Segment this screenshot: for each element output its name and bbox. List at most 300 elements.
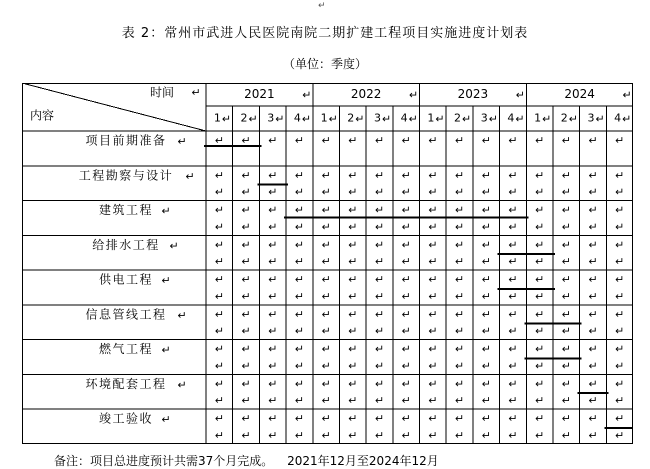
paragraph-mark: ↵ bbox=[428, 307, 438, 321]
paragraph-mark: ↵ bbox=[615, 342, 625, 356]
paragraph-mark: ↵ bbox=[374, 412, 385, 426]
task-name: 环境配套工程 bbox=[85, 376, 167, 391]
paragraph-mark: ↵ bbox=[401, 185, 411, 199]
paragraph-mark: ↵ bbox=[321, 238, 331, 252]
paragraph-mark: ↵ bbox=[615, 255, 625, 269]
paragraph-mark: ↵ bbox=[321, 134, 331, 147]
paragraph-mark: ↵ bbox=[481, 324, 491, 338]
paragraph-mark: ↵ bbox=[241, 377, 251, 391]
paragraph-mark: ↵ bbox=[268, 203, 278, 217]
paragraph-mark: ↵ bbox=[534, 168, 545, 182]
paragraph-mark: ↵ bbox=[561, 342, 571, 356]
paragraph-mark: ↵ bbox=[481, 220, 491, 234]
task-name: 建筑工程 bbox=[98, 203, 154, 218]
paragraph-mark: ↵ bbox=[508, 238, 518, 252]
paragraph-mark: ↵ bbox=[374, 238, 385, 252]
paragraph-mark: ↵ bbox=[294, 273, 305, 287]
paragraph-mark: ↵ bbox=[268, 359, 278, 373]
paragraph-mark: ↵ bbox=[588, 134, 598, 147]
paragraph-mark: ↵ bbox=[294, 220, 305, 234]
paragraph-mark: ↵ bbox=[214, 168, 224, 182]
paragraph-mark: ↵ bbox=[401, 168, 411, 182]
paragraph-mark: ↵ bbox=[481, 429, 491, 442]
paragraph-mark: ↵ bbox=[588, 289, 598, 303]
paragraph-mark: ↵ bbox=[454, 324, 465, 338]
paragraph-mark: ↵ bbox=[294, 377, 305, 391]
paragraph-mark: ↵ bbox=[561, 289, 571, 303]
paragraph-mark: ↵ bbox=[294, 412, 305, 426]
paragraph-mark: ↵ bbox=[595, 112, 605, 126]
unit-label: （单位：季度） bbox=[282, 57, 367, 71]
paragraph-mark: ↵ bbox=[268, 238, 278, 252]
paragraph-mark: ↵ bbox=[374, 342, 385, 356]
year-label-2022: 2022 bbox=[350, 87, 382, 101]
paragraph-mark: ↵ bbox=[321, 377, 331, 391]
quarter-label: 2 bbox=[240, 111, 248, 125]
paragraph-mark: ↵ bbox=[408, 88, 419, 102]
paragraph-mark: ↵ bbox=[321, 273, 331, 287]
paragraph-mark: ↵ bbox=[481, 394, 491, 408]
task-name: 信息管线工程 bbox=[85, 307, 167, 322]
paragraph-mark: ↵ bbox=[214, 377, 224, 391]
paragraph-mark: ↵ bbox=[481, 255, 491, 269]
paragraph-mark: ↵ bbox=[508, 307, 518, 321]
paragraph-mark: ↵ bbox=[214, 255, 224, 269]
paragraph-mark: ↵ bbox=[161, 413, 171, 427]
paragraph-mark: ↵ bbox=[348, 255, 358, 269]
paragraph-mark: ↵ bbox=[534, 394, 545, 408]
paragraph-mark: ↵ bbox=[348, 377, 358, 391]
paragraph-mark: ↵ bbox=[534, 289, 545, 303]
paragraph-mark: ↵ bbox=[321, 220, 331, 234]
paragraph-mark: ↵ bbox=[268, 324, 278, 338]
paragraph-mark: ↵ bbox=[454, 429, 465, 442]
paragraph-mark: ↵ bbox=[275, 112, 285, 126]
paragraph-mark: ↵ bbox=[615, 168, 625, 182]
paragraph-mark: ↵ bbox=[481, 134, 491, 147]
paragraph-mark: ↵ bbox=[561, 307, 571, 321]
task-name: 给排水工程 bbox=[92, 237, 160, 252]
paragraph-mark: ↵ bbox=[454, 412, 465, 426]
paragraph-mark: ↵ bbox=[301, 112, 312, 126]
paragraph-mark: ↵ bbox=[348, 412, 358, 426]
paragraph-mark: ↵ bbox=[588, 168, 598, 182]
paragraph-mark: ↵ bbox=[328, 112, 338, 126]
paragraph-mark: ↵ bbox=[321, 255, 331, 269]
paragraph-mark: ↵ bbox=[268, 273, 278, 287]
paragraph-mark: ↵ bbox=[348, 359, 358, 373]
paragraph-mark: ↵ bbox=[214, 203, 224, 217]
paragraph-mark: ↵ bbox=[321, 307, 331, 321]
paragraph-mark: ↵ bbox=[374, 185, 385, 199]
quarter-label: 1 bbox=[427, 111, 435, 125]
paragraph-mark: ↵ bbox=[428, 168, 438, 182]
paragraph-mark: ↵ bbox=[348, 185, 358, 199]
paragraph-mark: ↵ bbox=[321, 342, 331, 356]
paragraph-mark: ↵ bbox=[454, 289, 465, 303]
paragraph-mark: ↵ bbox=[534, 307, 545, 321]
paragraph-mark: ↵ bbox=[622, 112, 632, 126]
paragraph-mark: ↵ bbox=[294, 342, 305, 356]
paragraph-mark: ↵ bbox=[401, 359, 411, 373]
paragraph-mark: ↵ bbox=[561, 394, 571, 408]
paragraph-mark: ↵ bbox=[241, 359, 251, 373]
paragraph-mark: ↵ bbox=[321, 412, 331, 426]
task-name: 竣工验收 bbox=[98, 411, 154, 426]
paragraph-mark: ↵ bbox=[321, 359, 331, 373]
paragraph-mark: ↵ bbox=[294, 289, 305, 303]
paragraph-mark: ↵ bbox=[401, 255, 411, 269]
quarter-label: 1 bbox=[213, 111, 221, 125]
paragraph-mark: ↵ bbox=[268, 168, 278, 182]
paragraph-mark: ↵ bbox=[401, 429, 411, 442]
paragraph-mark: ↵ bbox=[561, 238, 571, 252]
paragraph-mark: ↵ bbox=[561, 429, 571, 442]
paragraph-mark: ↵ bbox=[241, 203, 251, 217]
paragraph-mark: ↵ bbox=[185, 169, 195, 183]
paragraph-mark: ↵ bbox=[241, 238, 251, 252]
paragraph-mark: ↵ bbox=[401, 289, 411, 303]
paragraph-mark: ↵ bbox=[428, 289, 438, 303]
paragraph-mark: ↵ bbox=[454, 394, 465, 408]
paragraph-mark: ↵ bbox=[615, 185, 625, 199]
paragraph-mark: ↵ bbox=[561, 220, 571, 234]
paragraph-mark: ↵ bbox=[268, 255, 278, 269]
paragraph-mark: ↵ bbox=[454, 255, 465, 269]
paragraph-mark: ↵ bbox=[401, 377, 411, 391]
paragraph-mark: ↵ bbox=[588, 377, 598, 391]
paragraph-mark: ↵ bbox=[348, 289, 358, 303]
paragraph-mark: ↵ bbox=[561, 377, 571, 391]
paragraph-mark: ↵ bbox=[268, 134, 278, 147]
paragraph-mark: ↵ bbox=[169, 239, 179, 253]
paragraph-mark: ↵ bbox=[454, 238, 465, 252]
paragraph-mark: ↵ bbox=[161, 343, 171, 357]
paragraph-mark: ↵ bbox=[481, 342, 491, 356]
paragraph-mark: ↵ bbox=[348, 429, 358, 442]
paragraph-mark: ↵ bbox=[588, 342, 598, 356]
paragraph-mark: ↵ bbox=[534, 255, 545, 269]
paragraph-mark: ↵ bbox=[408, 112, 418, 126]
paragraph-mark: ↵ bbox=[321, 324, 331, 338]
paragraph-mark: ↵ bbox=[268, 429, 278, 442]
paragraph-mark: ↵ bbox=[401, 220, 411, 234]
paragraph-mark: ↵ bbox=[508, 220, 518, 234]
paragraph-mark: ↵ bbox=[534, 134, 545, 147]
paragraph-mark: ↵ bbox=[214, 220, 224, 234]
paragraph-mark: ↵ bbox=[588, 273, 598, 287]
paragraph-mark: ↵ bbox=[588, 324, 598, 338]
paragraph-mark: ↵ bbox=[454, 273, 465, 287]
paragraph-mark: ↵ bbox=[348, 238, 358, 252]
quarter-label: 3 bbox=[373, 111, 381, 125]
paragraph-mark: ↵ bbox=[241, 220, 251, 234]
task-name: 工程勘察与设计 bbox=[78, 168, 174, 183]
paragraph-mark: ↵ bbox=[241, 134, 251, 147]
paragraph-mark: ↵ bbox=[381, 112, 392, 126]
paragraph-mark: ↵ bbox=[241, 342, 251, 356]
task-name: 供电工程 bbox=[98, 272, 154, 287]
paragraph-mark: ↵ bbox=[508, 168, 518, 182]
paragraph-mark: ↵ bbox=[374, 255, 385, 269]
paragraph-mark: ↵ bbox=[588, 220, 598, 234]
paragraph-mark: ↵ bbox=[374, 220, 385, 234]
paragraph-mark: ↵ bbox=[214, 238, 224, 252]
paragraph-mark: ↵ bbox=[481, 238, 491, 252]
paragraph-mark: ↵ bbox=[588, 359, 598, 373]
paragraph-mark: ↵ bbox=[374, 168, 385, 182]
quarter-label: 3 bbox=[587, 111, 595, 125]
paragraph-mark: ↵ bbox=[374, 273, 385, 287]
quarter-label: 4 bbox=[614, 111, 622, 125]
paragraph-mark: ↵ bbox=[622, 88, 632, 102]
quarter-label: 2 bbox=[347, 111, 355, 125]
paragraph-mark: ↵ bbox=[374, 394, 385, 408]
quarter-label: 3 bbox=[480, 111, 488, 125]
paragraph-mark: ↵ bbox=[615, 377, 625, 391]
paragraph-mark: ↵ bbox=[268, 394, 278, 408]
paragraph-mark: ↵ bbox=[481, 307, 491, 321]
paragraph-mark: ↵ bbox=[294, 238, 305, 252]
paragraph-mark: ↵ bbox=[588, 429, 598, 442]
paragraph-mark: ↵ bbox=[534, 238, 545, 252]
paragraph-mark: ↵ bbox=[534, 377, 545, 391]
paragraph-mark: ↵ bbox=[615, 394, 625, 408]
paragraph-mark: ↵ bbox=[615, 324, 625, 338]
quarter-label: 2 bbox=[454, 111, 462, 125]
header-time-label: 时间 bbox=[149, 85, 175, 100]
paragraph-mark: ↵ bbox=[515, 112, 525, 126]
paragraph-mark: ↵ bbox=[428, 377, 438, 391]
paragraph-mark: ↵ bbox=[561, 185, 571, 199]
paragraph-mark: ↵ bbox=[321, 203, 331, 217]
paragraph-mark: ↵ bbox=[268, 412, 278, 426]
paragraph-mark: ↵ bbox=[348, 168, 358, 182]
quarter-label: 2 bbox=[560, 111, 568, 125]
paragraph-mark: ↵ bbox=[508, 134, 518, 147]
paragraph-mark: ↵ bbox=[481, 412, 491, 426]
paragraph-mark: ↵ bbox=[508, 255, 518, 269]
paragraph-mark: ↵ bbox=[481, 359, 491, 373]
paragraph-mark: ↵ bbox=[294, 359, 305, 373]
paragraph-mark: ↵ bbox=[481, 185, 491, 199]
paragraph-mark: ↵ bbox=[302, 88, 312, 102]
paragraph-mark: ↵ bbox=[401, 273, 411, 287]
paragraph-mark: ↵ bbox=[401, 307, 411, 321]
paragraph-mark: ↵ bbox=[428, 342, 438, 356]
paragraph-mark: ↵ bbox=[374, 359, 385, 373]
year-label-2021: 2021 bbox=[244, 87, 275, 101]
paragraph-mark: ↵ bbox=[428, 324, 438, 338]
paragraph-mark: ↵ bbox=[214, 412, 224, 426]
paragraph-mark: ↵ bbox=[374, 429, 385, 442]
paragraph-mark: ↵ bbox=[294, 134, 305, 147]
paragraph-mark: ↵ bbox=[401, 342, 411, 356]
paragraph-mark: ↵ bbox=[534, 324, 545, 338]
paragraph-mark: ↵ bbox=[534, 412, 545, 426]
paragraph-mark: ↵ bbox=[177, 308, 187, 322]
paragraph-mark: ↵ bbox=[268, 307, 278, 321]
paragraph-mark: ↵ bbox=[355, 112, 365, 126]
paragraph-mark: ↵ bbox=[615, 359, 625, 373]
paragraph-mark: ↵ bbox=[428, 412, 438, 426]
paragraph-mark: ↵ bbox=[588, 307, 598, 321]
paragraph-mark: ↵ bbox=[401, 394, 411, 408]
paragraph-mark: ↵ bbox=[508, 412, 518, 426]
paragraph-mark: ↵ bbox=[454, 220, 465, 234]
paragraph-mark: ↵ bbox=[541, 112, 552, 126]
paragraph-mark: ↵ bbox=[241, 185, 251, 199]
paragraph-mark: ↵ bbox=[508, 324, 518, 338]
paragraph-mark: ↵ bbox=[214, 185, 224, 199]
paragraph-mark: ↵ bbox=[508, 342, 518, 356]
paragraph-mark: ↵ bbox=[454, 342, 465, 356]
paragraph-mark: ↵ bbox=[508, 429, 518, 442]
paragraph-mark: ↵ bbox=[401, 134, 411, 147]
paragraph-mark: ↵ bbox=[374, 307, 385, 321]
paragraph-mark: ↵ bbox=[588, 203, 598, 217]
paragraph-mark: ↵ bbox=[588, 185, 598, 199]
paragraph-mark: ↵ bbox=[481, 273, 491, 287]
header-diagonal bbox=[22, 83, 206, 131]
paragraph-mark: ↵ bbox=[435, 112, 445, 126]
paragraph-mark: ↵ bbox=[561, 273, 571, 287]
paragraph-mark: ↵ bbox=[461, 112, 472, 126]
paragraph-mark: ↵ bbox=[534, 359, 545, 373]
paragraph-mark: ↵ bbox=[561, 168, 571, 182]
paragraph-mark: ↵ bbox=[321, 185, 331, 199]
paragraph-mark: ↵ bbox=[454, 185, 465, 199]
paragraph-mark: ↵ bbox=[454, 307, 465, 321]
paragraph-mark: ↵ bbox=[428, 220, 438, 234]
schedule-table bbox=[22, 83, 633, 444]
paragraph-mark: ↵ bbox=[534, 342, 545, 356]
paragraph-mark: ↵ bbox=[348, 273, 358, 287]
paragraph-mark: ↵ bbox=[374, 324, 385, 338]
paragraph-mark: ↵ bbox=[534, 273, 545, 287]
paragraph-mark: ↵ bbox=[401, 203, 411, 217]
paragraph-mark: ↵ bbox=[454, 359, 465, 373]
paragraph-mark: ↵ bbox=[161, 204, 171, 218]
paragraph-mark: ↵ bbox=[161, 274, 171, 288]
paragraph-mark: ↵ bbox=[615, 203, 625, 217]
paragraph-mark: ↵ bbox=[294, 324, 305, 338]
paragraph-mark: ↵ bbox=[241, 429, 251, 442]
paragraph-mark: ↵ bbox=[428, 203, 438, 217]
paragraph-mark: ↵ bbox=[561, 134, 571, 147]
paragraph-mark: ↵ bbox=[534, 429, 545, 442]
year-label-2024: 2024 bbox=[564, 87, 595, 101]
paragraph-mark: ↵ bbox=[615, 307, 625, 321]
paragraph-mark: ↵ bbox=[241, 307, 251, 321]
paragraph-mark: ↵ bbox=[615, 220, 625, 234]
footnote-text: 备注：项目总进度预计共需37个月完成。 bbox=[54, 454, 274, 468]
task-name: 燃气工程 bbox=[98, 342, 154, 357]
footnote bbox=[54, 452, 449, 469]
paragraph-mark: ↵ bbox=[348, 203, 358, 217]
paragraph-mark: ↵ bbox=[481, 203, 491, 217]
paragraph-mark: ↵ bbox=[294, 307, 305, 321]
year-label-2023: 2023 bbox=[457, 87, 489, 101]
paragraph-mark: ↵ bbox=[428, 359, 438, 373]
paragraph-mark: ↵ bbox=[348, 134, 358, 147]
paragraph-mark: ↵ bbox=[321, 168, 331, 182]
paragraph-mark: ↵ bbox=[508, 185, 518, 199]
paragraph-mark: ↵ bbox=[241, 168, 251, 182]
footnote-period: 2021年12月至2024年12月 bbox=[287, 454, 439, 468]
paragraph-mark: ↵ bbox=[508, 377, 518, 391]
quarter-label: 1 bbox=[320, 111, 328, 125]
header-content-label: 内容 bbox=[29, 108, 55, 123]
task-name: 项目前期准备 bbox=[85, 133, 167, 148]
paragraph-mark: ↵ bbox=[615, 429, 625, 442]
paragraph-mark: ↵ bbox=[508, 273, 518, 287]
paragraph-mark: ↵ bbox=[191, 86, 201, 99]
paragraph-mark: ↵ bbox=[428, 394, 438, 408]
quarter-label: 3 bbox=[267, 111, 275, 125]
paragraph-mark: ↵ bbox=[374, 377, 385, 391]
paragraph-mark: ↵ bbox=[454, 377, 465, 391]
paragraph-mark: ↵ bbox=[321, 429, 331, 442]
paragraph-mark: ↵ bbox=[348, 342, 358, 356]
paragraph-mark: ↵ bbox=[428, 429, 438, 442]
paragraph-mark: ↵ bbox=[454, 168, 465, 182]
paragraph-mark: ↵ bbox=[214, 359, 224, 373]
paragraph-mark: ↵ bbox=[588, 394, 598, 408]
paragraph-mark: ↵ bbox=[241, 394, 251, 408]
paragraph-mark: ↵ bbox=[401, 412, 411, 426]
quarter-label: 4 bbox=[293, 111, 301, 125]
paragraph-mark: ↵ bbox=[294, 255, 305, 269]
paragraph-mark: ↵ bbox=[248, 112, 258, 126]
paragraph-mark: ↵ bbox=[241, 289, 251, 303]
paragraph-mark: ↵ bbox=[348, 307, 358, 321]
paragraph-mark: ↵ bbox=[318, 1, 326, 11]
paragraph-mark: ↵ bbox=[221, 112, 231, 126]
paragraph-mark: ↵ bbox=[615, 134, 625, 147]
paragraph-mark: ↵ bbox=[615, 412, 625, 426]
paragraph-mark: ↵ bbox=[615, 238, 625, 252]
paragraph-mark: ↵ bbox=[374, 203, 385, 217]
table-title: 表 2：常州市武进人民医院南院二期扩建工程项目实施进度计划表 bbox=[121, 26, 529, 41]
paragraph-mark: ↵ bbox=[214, 324, 224, 338]
paragraph-mark: ↵ bbox=[561, 324, 571, 338]
paragraph-mark: ↵ bbox=[294, 429, 305, 442]
paragraph-mark: ↵ bbox=[268, 377, 278, 391]
paragraph-mark: ↵ bbox=[268, 220, 278, 234]
paragraph-mark: ↵ bbox=[241, 273, 251, 287]
paragraph-mark: ↵ bbox=[481, 289, 491, 303]
paragraph-mark: ↵ bbox=[214, 394, 224, 408]
paragraph-mark: ↵ bbox=[214, 307, 224, 321]
paragraph-mark: ↵ bbox=[561, 255, 571, 269]
paragraph-mark: ↵ bbox=[241, 412, 251, 426]
paragraph-mark: ↵ bbox=[294, 185, 305, 199]
paragraph-mark: ↵ bbox=[508, 203, 518, 217]
paragraph-mark: ↵ bbox=[214, 289, 224, 303]
paragraph-mark: ↵ bbox=[428, 134, 438, 147]
paragraph-mark: ↵ bbox=[454, 134, 465, 147]
paragraph-mark: ↵ bbox=[177, 378, 187, 392]
paragraph-mark: ↵ bbox=[428, 238, 438, 252]
paragraph-mark: ↵ bbox=[348, 220, 358, 234]
paragraph-mark: ↵ bbox=[321, 289, 331, 303]
paragraph-mark: ↵ bbox=[268, 289, 278, 303]
paragraph-mark: ↵ bbox=[294, 203, 305, 217]
paragraph-mark: ↵ bbox=[615, 273, 625, 287]
paragraph-mark: ↵ bbox=[374, 289, 385, 303]
paragraph-mark: ↵ bbox=[615, 289, 625, 303]
